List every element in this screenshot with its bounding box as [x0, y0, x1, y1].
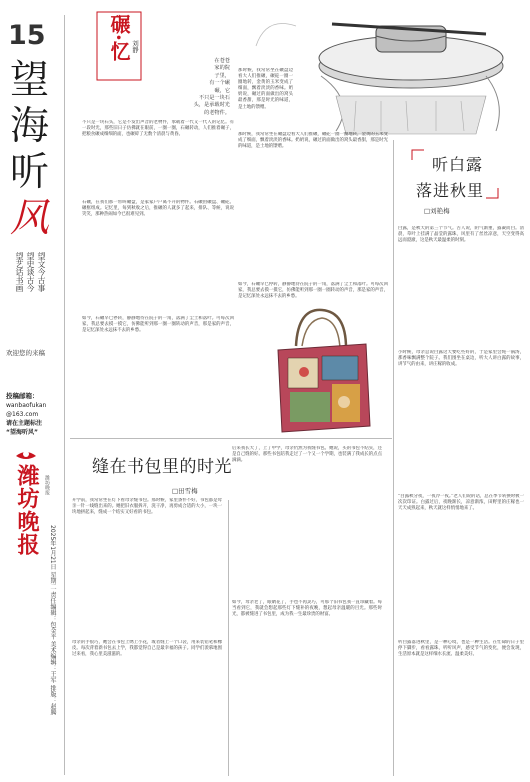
article-mill-col-3: 如今，石碾早已停转，静静地待在院子的一角，落满了尘土和落叶。可每次回家，我总要去摸一摸它，仿佛能听到那一圈一圈转动的声音，那是家的声音，是记忆深处永远抹不去的乡愁。 [82, 316, 234, 334]
article-1-text-b: 小时候，母亲总说白露这天要吃些好的，于是家里会炖一锅汤，那香味飘满整个院子。我们围坐在桌边，听大人讲白露的故事，讲节气的由来，讲庄稼的收成。 [398, 350, 524, 368]
section-title-char-1: 望 [10, 58, 50, 103]
slogans [14, 252, 47, 332]
section-title-char-2: 海 [10, 104, 50, 149]
article-1-title-line-1: 听白露 [432, 155, 484, 174]
article-1-text-d: 听白露落进秋里，是一种心境，也是一种生活。在忙碌的日子里停下脚步，看看露珠，听听风声，感受节气的变化，便会发现，生活原本就是这样细水长流、温柔美好。 [398, 640, 524, 658]
masthead-note: 潍坊晚报 [44, 475, 50, 495]
page-number: 15 [8, 20, 46, 51]
section-title [10, 58, 60, 242]
poem-lines [150, 58, 230, 117]
article-1-text-c: “白露秋分夜，一夜冷一夜。”老人们说的话，总在季节转换时被一次次印证。白露过后，夜晚渐长，凉意渐浓，田野里的庄稼也一天天成熟起来，秋天就这样悄悄地来了。 [398, 494, 524, 512]
article-2-col-2b: 如今，母亲老了，眼睛花了，手也不再灵巧，可那个旧书包我一直珍藏着。每当看到它，我就会想起那些灯下缝补的夜晚，想起母亲温暖的目光。那些时光，都被缝进了书包里，成为我一生最珍贵的财富。 [232, 600, 382, 618]
slogan-1: 望文今古事 [37, 252, 46, 292]
poem-line: 碾，它 [214, 87, 230, 94]
section-title-char-4: 风 [10, 196, 50, 241]
schoolbag-icon [266, 306, 378, 436]
article-1-text-a: 白露，是秋天的第三个节气。古人说，阴气渐重，露凝而白。清晨，草叶上挂满了晶莹的露珠，风里有了丝丝凉意，天空变得高远而澄澈，这是秋天最温柔的时刻。 [398, 226, 524, 244]
article-divider [70, 438, 392, 439]
article-mill-col-2b: 如今，石碾早已停转，静静地待在院子的一角，落满了尘土和落叶。可每次回家，我总要去摸一摸它，仿佛能听到那一圈一圈转动的声音，那是家的声音，是记忆深处永远抹不去的乡愁。 [238, 282, 388, 300]
mid-column-rule [228, 500, 229, 776]
article-mill-col-2a: 那时候，我常常坐在碾盘边看大人们推碾，碾砣一圈一圈地转，金黄的玉米变成了细面，飘着淡淡的香味。奶奶说，碾过的面做出的窝头最香甜，那是时光的味道，是土地的馈赠。 [238, 68, 293, 110]
slogan-3: 望艺话书画 [15, 252, 24, 292]
poem-line: 不只是一块石 [198, 95, 230, 102]
submission-email-1[interactable]: wanbaofukan [6, 402, 47, 409]
column-author: 刘静 [131, 40, 139, 53]
column-label: 碾·忆 [107, 14, 131, 61]
article-mill-col-1b: 石碾，在我们那一带叫碾盘，是家家户户离不开的物件。石碾由碾盘、碾砣、碾框组成。记忆里，每到秋收之后，推碾的人就多了起来，排队、等候，说说笑笑，那种热闹如今已很难见到。 [82, 200, 234, 218]
masthead-name: 潍坊晚报 [14, 464, 40, 556]
article-1-title-bracket [410, 148, 500, 200]
section-title-char-3: 听 [10, 150, 50, 195]
right-column-rule [393, 140, 394, 776]
poem-line: 子里， [214, 72, 230, 79]
article-mill-col-1: 不只是一块石头，它是不发出声音的老物件，承载着一代又一代人的记忆。有一段时光，那些旧日子仿佛就在眼前，一圈一圈，石碾转动，人们推着碾子，把粮食碾成细细的面，也碾碎了无数个清晨与黄昏。 [82, 120, 234, 138]
poem-line: 的老物件。 [204, 109, 230, 116]
poem-line: 有一个碾 [209, 80, 230, 87]
title-bracket-icon [410, 148, 500, 200]
article-2-author: □田雪梅 [172, 487, 198, 495]
submission-heading: 投稿邮箱： [6, 392, 39, 400]
submission-note-2: “望海听风” [6, 429, 38, 436]
article-2-col-2a: 后来我长大了，上了中学，母亲仍然为我缝书包。她说，买的书包不结实，还是自己缝的好。那些书包陪我走过了一个又一个学期，也装满了我成长的点点滴滴。 [232, 446, 382, 464]
poem-line: 在苍苍 [214, 58, 230, 64]
vertical-issue-info: 2025年1月21日 星期二 责任编辑：包金平 美术编辑：王军 排版：赵腾 [49, 525, 56, 716]
article-mill-col-2: 那时候，我常常坐在碾盘边看大人们推碾，碾砣一圈一圈地转，金黄的玉米变成了细面，飘着淡淡的香味。奶奶说，碾过的面做出的窝头最香甜，那是时光的味道，是土地的馈赠。 [238, 132, 388, 150]
poem-line: 家的院 [214, 65, 230, 72]
reader-prompt: 欢迎您的来稿 [6, 349, 45, 357]
cloth-bag-illustration [266, 306, 378, 436]
article-1-author: □刘艳梅 [424, 207, 450, 215]
poem-line: 头，是承载时光 [193, 102, 230, 109]
article-2-col-1b: 母亲的手很巧，她会在书包上绣上小花，或者缝上一个口袋，用来装铅笔和橡皮。每次背着新书包去上学，我都觉得自己是最幸福的孩子。同学们羡慕地围过来看，我心里美滋滋的。 [72, 640, 222, 658]
submission-note-1: 请在主题标注 [6, 420, 43, 427]
submission-box [6, 392, 62, 437]
article-1-title-line-2: 落进秋里 [416, 181, 485, 200]
slogan-2: 望史谈古今 [26, 252, 35, 292]
article-2-title: 缝在书包里的时光 [92, 457, 232, 477]
article-2-col-1a: 开学前，我常常坐在灯下看母亲缝书包。那时候，家里条件不好，书包都是母亲一针一线缝出来的。她把旧衣服拆开，洗干净，再剪成合适的大小，一块一块地拼起来，缝成一个结实又好看的书包。 [72, 498, 222, 516]
sidebar-rule [64, 15, 65, 775]
submission-email-2[interactable]: @163.com [6, 411, 39, 418]
